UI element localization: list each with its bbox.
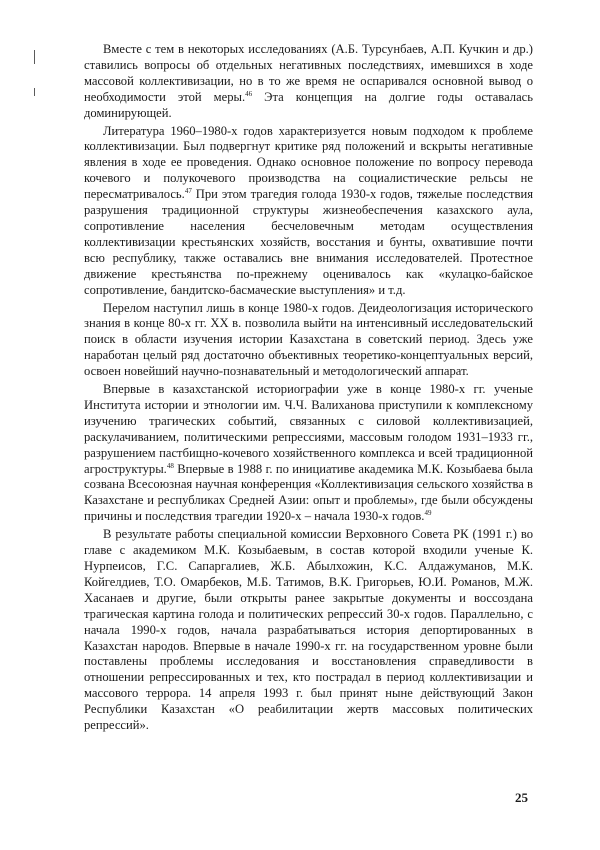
paragraph-text: Впервые в 1988 г. по инициативе академика М.К. Козыбаева была созвана Всесоюзная научная конференция «Коллективизация сельского хозяйства в Казахстане и республиках Средней Азии: опыт и проблемы», где были обсуждены причины и последствия трагедии 1920-х – начала 1930-х годов.	[84, 461, 533, 524]
paragraph	[84, 527, 533, 734]
paragraph-text: При этом трагедия голода 1930-х годов, тяжелые последствия разрушения традиционной структуры жизнеобеспечения казахского аула, сопротивление населения бесчеловечным методам осуществления коллективизации крестьянских хозяйств, восстания и бунты, охватившие почти всю республику, также оставались вне внимания исследователей. Протестное движение крестьянства по-прежнему оценивалось как «кулацко-байское сопротивление, бандитско-басмаческие выступления» и т.д.	[84, 187, 533, 297]
footnote-ref[interactable]: 49	[424, 509, 432, 518]
scan-edge-mark	[34, 88, 35, 96]
paragraph	[84, 301, 533, 381]
paragraph	[84, 124, 533, 299]
paragraph-text: В результате работы специальной комиссии Верховного Совета РК (1991 г.) во главе с академиком М.К. Козыбаевым, в состав которой входили ученые К. Нурпеисов, Г.С. Сапаргалиев, Ж.Б. Абылхожин, К.С. Алдажуманов, М.К. Койгелдиев, Т.О. Омарбеков, М.Б. Татимов, В.К. Григорьев, Ю.И. Романов, М.Ж. Хасанаев и другие, были открыты ранее закрытые документы и воссоздана трагическая картина голода и политических репрессий 30-х годов. Параллельно, с начала 1990-х годов, начала разрабатываться история депортированных в Казахстан народов. Впервые в начале 1990-х гг. на государственном уровне были поставлены проблемы исследования и восстановления справедливости в отношении репрессированных и тех, кто пострадал в период коллективизации и массового террора. 14 апреля 1993 г. был принят ныне действующий Закон Республики Казахстан «О реабилитации жертв массовых политических репрессий».	[84, 527, 533, 733]
paragraph	[84, 382, 533, 525]
page-number: 25	[515, 790, 528, 805]
footnote-ref[interactable]: 47	[184, 187, 192, 196]
document-body	[84, 42, 533, 734]
paragraph-text: Перелом наступил лишь в конце 1980-х годов. Деидеологизация исторического знания в конце 80-х гг. XX в. позволила выйти на интенсивный исследовательский поиск в области изучения истории Казахстана в советский период. Здесь уже наработан целый ряд достаточно объективных теоретико-концептуальных версий, освоен новейший научно-познавательный и методологический аппарат.	[84, 300, 533, 379]
footnote-ref[interactable]: 48	[166, 461, 174, 470]
scan-edge-mark	[34, 50, 35, 64]
footnote-ref[interactable]: 46	[245, 89, 253, 98]
paragraph	[84, 42, 533, 122]
paragraph-text: Вместе с тем в некоторых исследованиях (А.Б. Турсунбаев, А.П. Кучкин и др.) ставились вопросы об отдельных негативных последствиях, имевшихся в ходе массовой коллективизации, но в то же время не оспаривался основной вывод о необходимости этой меры.	[84, 42, 533, 104]
paragraph-text: Впервые в казахстанской историографии уже в конце 1980-х гг. ученые Института истории и этнологии им. Ч.Ч. Валиханова приступили к комплексному изучению трагических событий, связанных с силовой коллективизацией, раскулачиванием, политическими репрессиями, массовым голодом 1931–1933 гг., разрушением пастбищно-кочевого хозяйственного комплекса и всей традиционной агроструктуры.	[84, 382, 533, 476]
paragraph-text: Литература 1960–1980-х годов характеризуется новым подходом к проблеме коллективизации. Был подвергнут критике ряд положений и вскрыты негативные явления в ходе ее проведения. Однако основное положение по вопросу перевода кочевого и полукочевого производства на социалистические рельсы не пересматривалось.	[84, 123, 533, 202]
paragraph-text: Эта концепция на долгие годы оставалась доминирующей.	[84, 89, 533, 120]
